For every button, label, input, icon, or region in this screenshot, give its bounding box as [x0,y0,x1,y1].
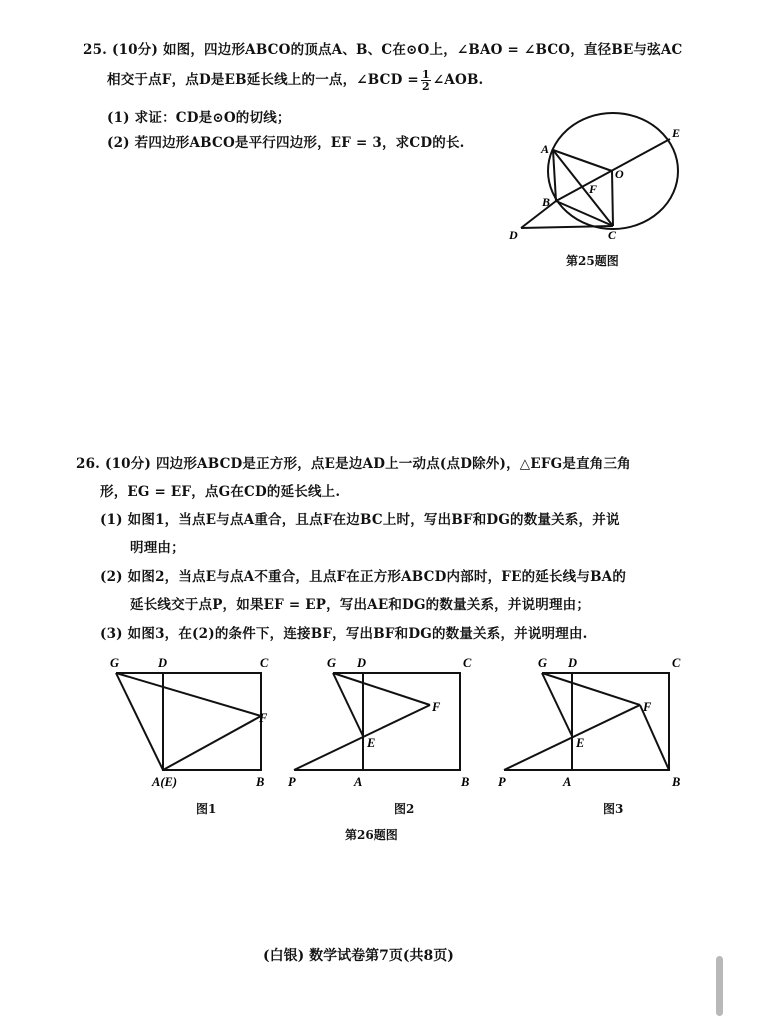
fig3-label-B: B [672,775,681,789]
q26-part1a: (1) 如图1，当点E与点A重合，且点F在边BC上时，写出BF和DG的数量关系，并说 [100,512,620,528]
q25-fig-caption: 第25题图 [566,254,619,268]
fig1-caption: 图1 [196,802,217,816]
q25-label-E: E [672,126,681,140]
q25-label-B: B [542,195,551,209]
fig3-label-F: F [643,700,652,714]
fig2-line-GF [333,673,430,705]
q26-fig1 [116,673,261,770]
q25-label-A: A [541,142,550,156]
fig2-label-P: P [288,775,296,789]
fig1-label-C: C [260,656,269,670]
q26-line2: 形，EG = EF，点G在CD的延长线上. [100,484,341,500]
fig1-line-AF [163,716,261,770]
fig3-label-D: D [568,656,578,670]
fig1-line-GF [116,673,261,716]
fig3-label-C: C [672,656,681,670]
q26-part1b: 明理由； [130,540,185,556]
q25-line2-post: ∠AOB. [432,72,484,88]
fig2-label-D: D [357,656,367,670]
fig3-line-GE [542,673,572,736]
fig1-label-F: F [259,711,268,725]
fig2-label-C: C [463,656,472,670]
q25-label-D: D [509,228,518,242]
fig2-label-A: A [354,775,363,789]
fig1-label-D: D [158,656,168,670]
q26-fig3 [504,673,669,770]
fig2-label-G: G [327,656,337,670]
q26-line1: 26. (10分) 四边形ABCD是正方形，点E是边AD上一动点(点D除外)，△EFG是直角三角 [76,456,631,472]
scrollbar-thumb[interactable] [716,956,723,1016]
q26-part2b: 延长线交于点P，如果EF = EP，写出AE和DG的数量关系，并说明理由； [130,597,591,613]
q25-line1: 25. (10分) 如图，四边形ABCO的顶点A、B、C在⊙O上，∠BAO = ∠BCO，直径BE与弦AC [83,42,683,58]
page-footer: (白银) 数学试卷第7页(共8页) [263,948,454,964]
fig3-label-E: E [576,736,585,750]
q25-label-O: O [615,167,624,181]
fig3-line-GF [542,673,640,705]
q25-label-C: C [608,228,617,242]
q25-label-F: F [589,182,598,196]
fig1-square [163,673,261,770]
fig1-label-G: G [110,656,120,670]
fig1-label-B: B [256,775,265,789]
q26-part2a: (2) 如图2，当点E与点A不重合，且点F在正方形ABCD内部时，FE的延长线与BA的 [100,569,627,585]
fig3-label-A: A [563,775,572,789]
q26-fig2 [294,673,460,770]
q26-fig-caption: 第26题图 [345,828,398,842]
fig2-label-E: E [367,736,376,750]
q25-line2-pre: 相交于点F，点D是EB延长线上的一点，∠BCD = [107,72,419,88]
q26-part3: (3) 如图3，在(2)的条件下，连接BF，写出BF和DG的数量关系，并说明理由. [100,626,588,642]
fig1-label-AE: A(E) [152,775,177,789]
q25-part1: (1) 求证：CD是⊙O的切线； [107,110,291,126]
fig3-label-G: G [538,656,548,670]
fig2-label-B: B [461,775,470,789]
fig1-line-GA [116,673,163,770]
q25-part2: (2) 若四边形ABCO是平行四边形，EF = 3，求CD的长. [107,135,465,151]
q25-frac-num: 1 [421,68,430,81]
q25-frac-den: 2 [421,80,430,93]
fig2-label-F: F [432,700,441,714]
fig2-caption: 图2 [394,802,415,816]
fig3-caption: 图3 [603,802,624,816]
fig3-label-P: P [498,775,506,789]
fig3-line-BF [640,705,669,770]
